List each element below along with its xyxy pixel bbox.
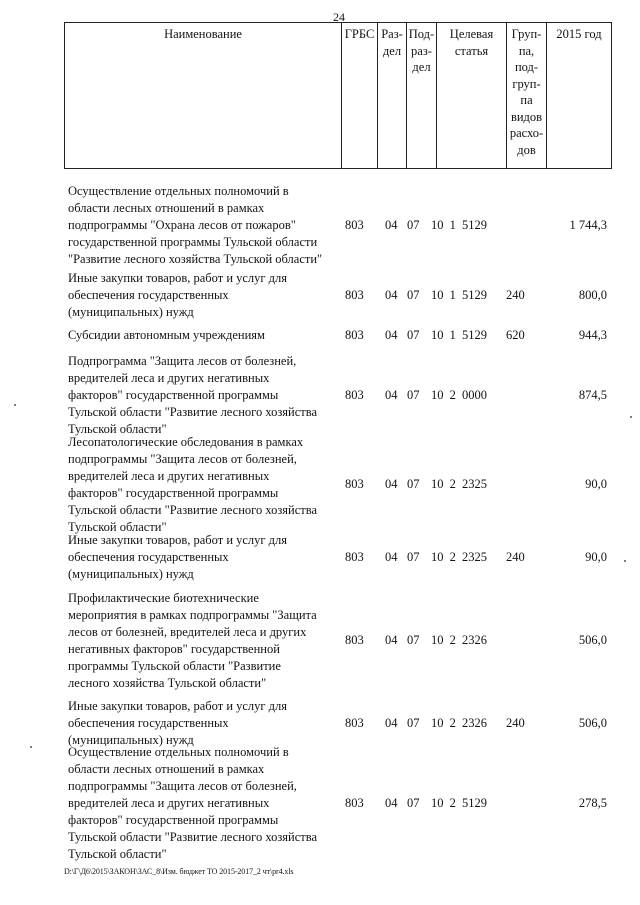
- row-name-line: (муниципальных) нужд: [68, 305, 194, 319]
- row-name: [68, 698, 343, 749]
- row-podrazdel: 07: [407, 477, 420, 491]
- row-name-line: Тульской области": [68, 520, 167, 534]
- row-target-article: 10 1 5129: [431, 288, 487, 302]
- row-podrazdel: 07: [407, 388, 420, 402]
- row-name-line: программы Тульской области "Развитие: [68, 659, 281, 673]
- row-razdel: 04: [385, 388, 398, 402]
- row-name-line: подпрограммы "Охрана лесов от пожаров": [68, 218, 296, 232]
- row-expense-type: 240: [506, 716, 525, 730]
- header-year: 2015 год: [547, 23, 612, 169]
- scan-speck: [630, 416, 632, 418]
- header-grbs: ГРБС: [342, 23, 378, 169]
- row-name-line: факторов" государственной программы: [68, 486, 279, 500]
- row-name-line: обеспечения государственных: [68, 716, 229, 730]
- row-amount: 800,0: [578, 288, 607, 302]
- row-target-article: 10 2 5129: [431, 796, 487, 810]
- row-amount: 944,3: [578, 328, 607, 342]
- row-razdel: 04: [385, 328, 398, 342]
- row-name: [68, 183, 343, 268]
- row-name-line: Осуществление отдельных полномочий в: [68, 745, 289, 759]
- row-grbs: 803: [345, 796, 364, 810]
- row-target-article: 10 2 2325: [431, 477, 487, 491]
- row-razdel: 04: [385, 477, 398, 491]
- row-name-line: Подпрограмма "Защита лесов от болезней,: [68, 354, 297, 368]
- row-target-article: 10 2 0000: [431, 388, 487, 402]
- row-name-line: подпрограммы "Защита лесов от болезней,: [68, 779, 297, 793]
- row-razdel: 04: [385, 288, 398, 302]
- row-grbs: 803: [345, 633, 364, 647]
- row-name-line: Тульской области "Развитие лесного хозяйства: [68, 830, 318, 844]
- row-amount: 278,5: [578, 796, 607, 810]
- row-amount: 506,0: [578, 716, 607, 730]
- row-name-line: Тульской области": [68, 847, 167, 861]
- scan-speck: [624, 560, 626, 562]
- row-name: [68, 532, 343, 583]
- row-podrazdel: 07: [407, 218, 420, 232]
- row-name: [68, 353, 343, 438]
- row-name-line: негативных факторов" государственной: [68, 642, 280, 656]
- row-name-line: обеспечения государственных: [68, 288, 229, 302]
- row-amount: 506,0: [578, 633, 607, 647]
- header-name: Наименование: [65, 23, 342, 169]
- row-name-line: Субсидии автономным учреждениям: [68, 328, 265, 342]
- header-razdel: Раз- дел: [378, 23, 407, 169]
- row-name-line: государственной программы Тульской области: [68, 235, 318, 249]
- row-name-line: Профилактические биотехнические: [68, 591, 259, 605]
- row-amount: 90,0: [585, 550, 607, 564]
- row-name-line: Иные закупки товаров, работ и услуг для: [68, 271, 288, 285]
- row-name-line: (муниципальных) нужд: [68, 567, 194, 581]
- row-podrazdel: 07: [407, 716, 420, 730]
- row-name: [68, 744, 343, 863]
- row-podrazdel: 07: [407, 796, 420, 810]
- row-razdel: 04: [385, 633, 398, 647]
- row-name-line: мероприятия в рамках подпрограммы "Защита: [68, 608, 317, 622]
- row-razdel: 04: [385, 796, 398, 810]
- row-podrazdel: 07: [407, 288, 420, 302]
- row-podrazdel: 07: [407, 328, 420, 342]
- row-target-article: 10 2 2326: [431, 633, 487, 647]
- row-amount: 874,5: [578, 388, 607, 402]
- row-name-line: вредителей леса и других негативных: [68, 371, 270, 385]
- row-name-line: вредителей леса и других негативных: [68, 796, 270, 810]
- row-razdel: 04: [385, 716, 398, 730]
- row-target-article: 10 2 2325: [431, 550, 487, 564]
- row-grbs: 803: [345, 388, 364, 402]
- row-name: [68, 270, 343, 321]
- row-name-line: Иные закупки товаров, работ и услуг для: [68, 533, 288, 547]
- row-name-line: Тульской области": [68, 422, 167, 436]
- row-name-line: "Развитие лесного хозяйства Тульской области": [68, 252, 323, 266]
- header-expense-type: Груп- па, под- груп- па видов расхо- дов: [507, 23, 547, 169]
- row-expense-type: 240: [506, 288, 525, 302]
- row-grbs: 803: [345, 550, 364, 564]
- scan-speck: [14, 404, 16, 406]
- row-name-line: (муниципальных) нужд: [68, 733, 194, 747]
- row-name-line: Лесопатологические обследования в рамках: [68, 435, 304, 449]
- row-grbs: 803: [345, 716, 364, 730]
- row-amount: 1 744,3: [569, 218, 607, 232]
- header-podrazdel: Под- раз- дел: [407, 23, 437, 169]
- row-name-line: факторов" государственной программы: [68, 813, 279, 827]
- row-name-line: области лесных отношений в рамках: [68, 762, 265, 776]
- row-name: [68, 590, 343, 692]
- row-podrazdel: 07: [407, 633, 420, 647]
- row-name-line: лесного хозяйства Тульской области": [68, 676, 267, 690]
- row-name-line: обеспечения государственных: [68, 550, 229, 564]
- row-name: [68, 327, 343, 344]
- footer-file-path: D:\Г\Д6\2015\ЗАКОН\ЗАС_8\Изм. бюджет ТО 2015-2017_2 чт\pr4.xls: [64, 867, 294, 876]
- row-amount: 90,0: [585, 477, 607, 491]
- table-header: [64, 22, 612, 169]
- row-name-line: подпрограммы "Защита лесов от болезней,: [68, 452, 297, 466]
- row-podrazdel: 07: [407, 550, 420, 564]
- row-name-line: Иные закупки товаров, работ и услуг для: [68, 699, 288, 713]
- scan-speck: [30, 746, 32, 748]
- row-name-line: лесов от болезней, вредителей леса и других: [68, 625, 307, 639]
- row-grbs: 803: [345, 328, 364, 342]
- row-name: [68, 434, 343, 536]
- row-target-article: 10 1 5129: [431, 328, 487, 342]
- row-name-line: вредителей леса и других негативных: [68, 469, 270, 483]
- page-number: 24: [333, 10, 345, 24]
- header-target-article: Целевая статья: [437, 23, 507, 169]
- row-name-line: Осуществление отдельных полномочий в: [68, 184, 289, 198]
- row-expense-type: 620: [506, 328, 525, 342]
- row-expense-type: 240: [506, 550, 525, 564]
- row-target-article: 10 2 2326: [431, 716, 487, 730]
- row-name-line: Тульской области "Развитие лесного хозяйства: [68, 405, 318, 419]
- row-grbs: 803: [345, 288, 364, 302]
- row-grbs: 803: [345, 477, 364, 491]
- row-name-line: Тульской области "Развитие лесного хозяйства: [68, 503, 318, 517]
- row-name-line: факторов" государственной программы: [68, 388, 279, 402]
- row-target-article: 10 1 5129: [431, 218, 487, 232]
- row-grbs: 803: [345, 218, 364, 232]
- row-razdel: 04: [385, 218, 398, 232]
- row-name-line: области лесных отношений в рамках: [68, 201, 265, 215]
- row-razdel: 04: [385, 550, 398, 564]
